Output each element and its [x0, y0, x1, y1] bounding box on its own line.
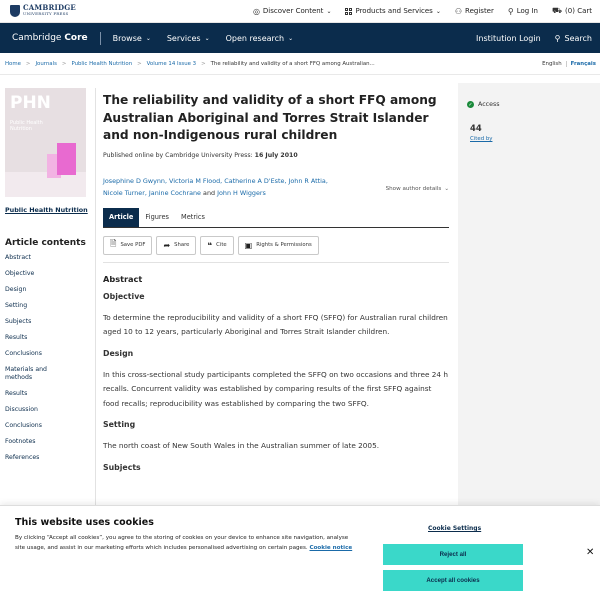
- contents-item[interactable]: Conclusions: [5, 350, 42, 357]
- search-label: Search: [564, 33, 592, 43]
- add-user-icon: ⚇: [454, 6, 463, 16]
- cart-link[interactable]: [552, 6, 592, 16]
- contents-item[interactable]: Results: [5, 334, 28, 341]
- tab-article[interactable]: Article: [103, 208, 139, 227]
- breadcrumb-separator: >: [25, 60, 31, 67]
- check-icon: ✓: [468, 101, 473, 108]
- utility-bar: [0, 0, 600, 23]
- products-services-label: Products and Services: [355, 7, 433, 15]
- cookie-notice-link[interactable]: Cookie notice: [309, 544, 353, 551]
- breadcrumb-separator: >: [137, 60, 142, 67]
- services-menu[interactable]: Services ⌄: [166, 33, 210, 43]
- cover-journal-name: Public Health Nutrition: [10, 120, 43, 132]
- tab-figures[interactable]: Figures: [145, 213, 169, 221]
- quote-icon: ❝: [207, 240, 213, 250]
- article-title: The reliability and validity of a short FFQ among Australian Aboriginal and Torres Strait Islander and non-Indigenous rural children: [103, 93, 437, 142]
- login-label: Log In: [516, 7, 538, 15]
- cambridge-logo[interactable]: [10, 5, 76, 17]
- language-english[interactable]: English: [542, 60, 562, 67]
- cookie-title: This website uses cookies: [15, 517, 154, 528]
- close-icon[interactable]: ✕: [586, 547, 595, 558]
- register-label: Register: [465, 7, 494, 15]
- cover-abbrev: PHN: [10, 93, 51, 113]
- setting-text: The north coast of New South Wales in the Australian summer of late 2005.: [103, 441, 380, 450]
- contents-item[interactable]: Subjects: [5, 318, 32, 325]
- chevron-down-icon: ⌄: [326, 7, 332, 15]
- contents-item[interactable]: Design: [5, 286, 27, 293]
- browse-menu[interactable]: Browse ⌄: [112, 33, 151, 43]
- contents-item[interactable]: Discussion: [5, 406, 38, 413]
- nav-divider: [100, 32, 101, 45]
- save-pdf-button[interactable]: 🗎 Save PDF: [103, 236, 152, 255]
- cite-button[interactable]: ❝ Cite: [200, 236, 233, 255]
- reject-all-button[interactable]: Reject all: [383, 544, 523, 565]
- contents-item[interactable]: Results: [5, 390, 28, 397]
- article-contents-list: [5, 254, 90, 462]
- cart-label: (0) Cart: [565, 7, 592, 15]
- breadcrumb-journals[interactable]: Journals: [35, 60, 57, 67]
- column-divider: [95, 88, 96, 508]
- pdf-icon: 🗎: [110, 239, 117, 248]
- copyright-icon: ▣: [244, 240, 253, 250]
- shield-icon: [10, 5, 20, 17]
- breadcrumb-separator: >: [201, 60, 206, 67]
- chevron-down-icon: ⌄: [444, 185, 449, 192]
- design-heading: Design: [103, 348, 134, 358]
- cookie-text: By clicking “Accept all cookies”, you agree to the storing of cookies on your device to enhance site navigation, analyse site usage, and assist in our marketing efforts which includes personalised advertising on certain pages. Cookie notice: [15, 535, 353, 551]
- published-date: 16 July 2010: [254, 151, 298, 159]
- contents-item[interactable]: Materials and methods: [5, 366, 47, 381]
- show-author-details[interactable]: Show author details ⌄: [385, 185, 449, 192]
- authors-block: Josephine D Gwynn, Victoria M Flood, Catherine A D'Este, John R Attia, Nicole Turner, Janine Cochrane and John H Wiggers Show author details ⌄: [103, 176, 449, 197]
- breadcrumb-home[interactable]: Home: [5, 60, 21, 67]
- article-tools: [103, 236, 449, 255]
- login-link[interactable]: [508, 7, 538, 16]
- left-column: [5, 88, 90, 470]
- logo-line1: CAMBRIDGE: [23, 3, 76, 12]
- cart-icon: ⛟: [551, 6, 563, 15]
- contents-item[interactable]: Abstract: [5, 254, 31, 261]
- user-icon: ⚲: [507, 6, 514, 16]
- cited-by-link[interactable]: Cited by: [470, 136, 493, 142]
- register-link[interactable]: [455, 7, 494, 16]
- authors-line[interactable]: Josephine D Gwynn, Victoria M Flood, Catherine A D'Este, John R Attia,: [103, 176, 328, 185]
- published-info: Published online by Cambridge University Press: 16 July 2010: [103, 151, 298, 159]
- compass-icon: ◎: [252, 6, 260, 16]
- search-button[interactable]: [555, 34, 592, 43]
- article-contents-title: Article contents: [5, 238, 86, 248]
- discover-content-menu[interactable]: [253, 7, 332, 16]
- chevron-down-icon: ⌄: [435, 7, 441, 15]
- article-body: [103, 92, 449, 472]
- language-french[interactable]: Français: [566, 61, 600, 67]
- abstract-heading: Abstract: [103, 273, 143, 284]
- accept-all-cookies-button[interactable]: Accept all cookies: [383, 570, 523, 591]
- contents-item[interactable]: Objective: [5, 270, 35, 277]
- institution-login-link[interactable]: Institution Login: [476, 33, 541, 43]
- open-research-menu[interactable]: Open research ⌄: [225, 33, 294, 43]
- logo-line2: UNIVERSITY PRESS: [23, 11, 69, 16]
- main-nav: [0, 23, 600, 53]
- journal-cover[interactable]: [5, 88, 86, 197]
- access-indicator: ✓ Access: [468, 101, 500, 108]
- subjects-heading: Subjects: [103, 462, 141, 472]
- breadcrumb: [0, 53, 600, 75]
- search-icon: ⚲: [554, 33, 561, 43]
- cookie-banner: [0, 505, 600, 600]
- rights-permissions-button[interactable]: ▣ Rights & Permissions: [238, 236, 319, 255]
- objective-heading: Objective: [103, 291, 145, 301]
- contents-item[interactable]: References: [5, 454, 40, 461]
- grid-icon: [345, 8, 352, 15]
- design-text: In this cross-sectional study participants completed the SFFQ on two occasions and three 24 h recalls. Concurrent validity was established by comparing results of the first SFFQ against food recalls; reproducibility was established by comparing the two SFFQ.: [103, 369, 449, 408]
- products-services-menu[interactable]: [345, 7, 440, 15]
- discover-content-label: Discover Content: [262, 7, 324, 15]
- chevron-down-icon: ⌄: [204, 34, 210, 42]
- contents-item[interactable]: Setting: [5, 302, 28, 309]
- article-tabs: [103, 209, 449, 228]
- chevron-down-icon: ⌄: [145, 34, 151, 42]
- chevron-down-icon: ⌄: [288, 34, 294, 42]
- journal-link[interactable]: Public Health Nutrition: [5, 206, 88, 214]
- cited-count: 44: [470, 123, 482, 133]
- setting-heading: Setting: [103, 420, 136, 429]
- share-button[interactable]: ➦ Share: [156, 236, 196, 255]
- objective-text: To determine the reproducibility and validity of a short FFQ (SFFQ) for Australian rural children aged 10 to 12 years, particularly Aboriginal and Torres Strait Islander children.: [103, 312, 448, 336]
- breadcrumb-issue[interactable]: Volume 14 Issue 3: [146, 60, 197, 67]
- contents-item[interactable]: Footnotes: [5, 438, 36, 445]
- authors-line[interactable]: Nicole Turner, Janine Cochrane: [103, 188, 201, 197]
- contents-item[interactable]: Conclusions: [5, 422, 42, 429]
- cookie-settings-link[interactable]: Cookie Settings: [428, 525, 482, 532]
- author-link[interactable]: John H Wiggers: [217, 188, 266, 197]
- tab-metrics[interactable]: Metrics: [181, 213, 205, 221]
- cambridge-core-brand[interactable]: Cambridge Core: [12, 33, 88, 43]
- breadcrumb-separator: >: [61, 60, 67, 67]
- divider: [103, 262, 449, 263]
- breadcrumb-current: The reliability and validity of a short FFQ among Australian...: [210, 60, 375, 67]
- breadcrumb-journal[interactable]: Public Health Nutrition: [71, 60, 133, 67]
- share-icon: ➦: [163, 240, 171, 250]
- metrics-sidebar: [458, 83, 600, 513]
